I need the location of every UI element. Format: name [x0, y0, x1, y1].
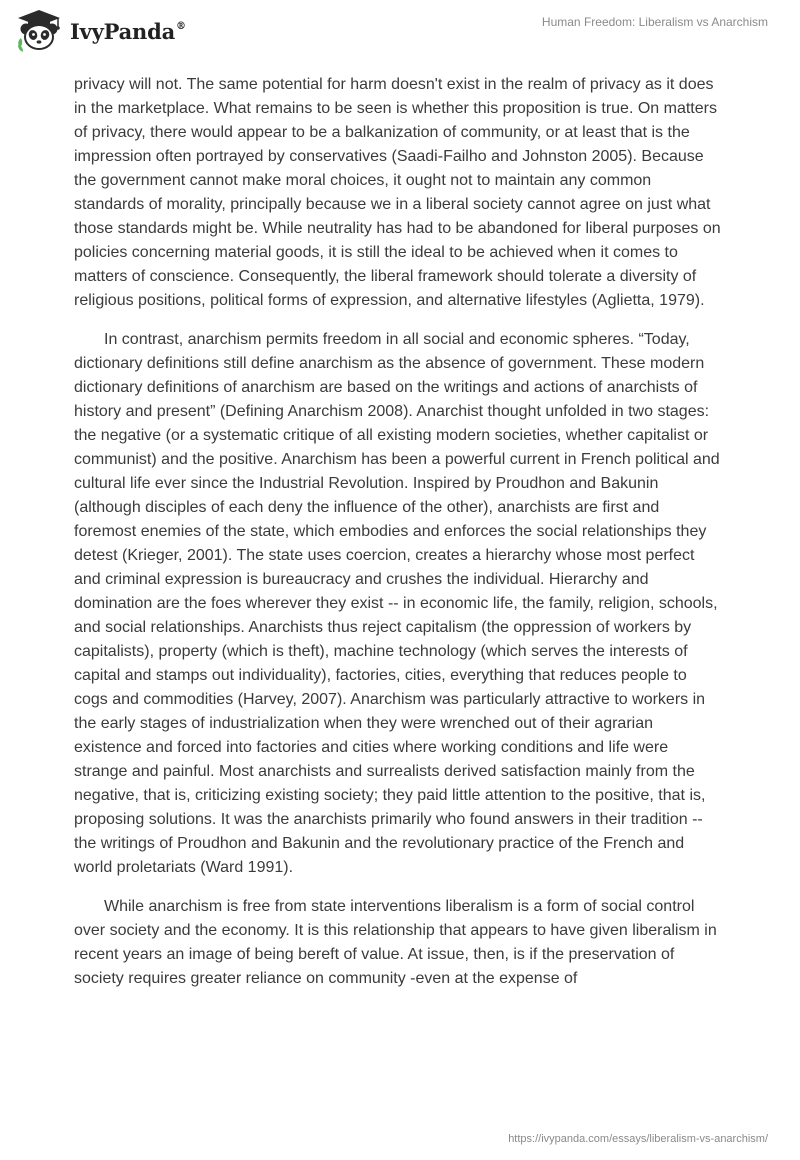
panda-graduate-icon	[14, 8, 64, 54]
paragraph-1: privacy will not. The same potential for harm doesn't exist in the realm of privacy as it does in the marketplace. What remains to be seen is whether this proposition is true. On matters of privacy, there would appear to be a balkanization of community, or at least that is the impression often portrayed by conservatives (Saadi-Failho and Johnston 2005). Because the government cannot make moral choices, it ought not to maintain any common standards of morality, principally because we in a liberal society cannot agree on just what those standards might be. While neutrality has had to be abandoned for liberal purposes on policies concerning material goods, it is still the ideal to be achieved when it comes to matters of conscience. Consequently, the liberal framework should tolerate a diversity of religious positions, political forms of expression, and alternative lifestyles (Aglietta, 1979).	[74, 76, 721, 309]
document-title: Human Freedom: Liberalism vs Anarchism	[541, 15, 768, 29]
brand-name: IvyPanda®	[70, 18, 186, 44]
paragraph-3: While anarchism is free from state interventions liberalism is a form of social control over society and the economy. It is this relationship that appears to have given liberalism in recent years an image of being bereft of value. At issue, then, is if the preservation of society requires greater reliance on community -even at the expense of	[74, 898, 717, 987]
page-header	[0, 0, 800, 64]
paragraph-2: In contrast, anarchism permits freedom in all social and economic spheres. “Today, dictionary definitions still define anarchism as the absence of government. These modern dictionary definitions of anarchism are based on the writings and actions of anarchists of history and present” (Defining Anarchism 2008). Anarchist thought unfolded in two stages: the negative (or a systematic critique of all existing modern societies, whether capitalist or communist) and the positive. Anarchism has been a powerful current in French political and cultural life ever since the Industrial Revolution. Inspired by Proudhon and Bakunin (although disciples of each deny the influence of the other), anarchists are first and foremost enemies of the state, which embodies and enforces the social relationships they detest (Krieger, 2001). The state uses coercion, creates a hierarchy whose most perfect and criminal expression is bureaucracy and crushes the individual. Hierarchy and domination are the foes wherever they exist -- in economic life, the family, religion, schools, and social relationships. Anarchists thus reject capitalism (the oppression of workers by capitalists), property (which is theft), machine technology (which serves the interests of capital and stamps out individuality), factories, cities, everything that reduces people to cogs and commodities (Harvey, 2007). Anarchism was particularly attractive to workers in the early stages of industrialization when they were wrenched out of their agrarian existence and forced into factories and cities where working conditions and life were strange and painful. Most anarchists and surrealists derived satisfaction mainly from the negative, that is, criticizing existing society; they paid little attention to the positive, that is, proposing solutions. It was the anarchists primarily who found answers in their tradition -- the writings of Proudhon and Bakunin and the revolutionary practice of the French and world proletariats (Ward 1991).	[74, 331, 720, 876]
registered-mark: ®	[176, 20, 186, 32]
source-url-link[interactable]: https://ivypanda.com/essays/liberalism-vs-anarchism/	[508, 1133, 768, 1145]
essay-body	[74, 73, 724, 1006]
ivypanda-logo-link[interactable]	[14, 8, 186, 54]
